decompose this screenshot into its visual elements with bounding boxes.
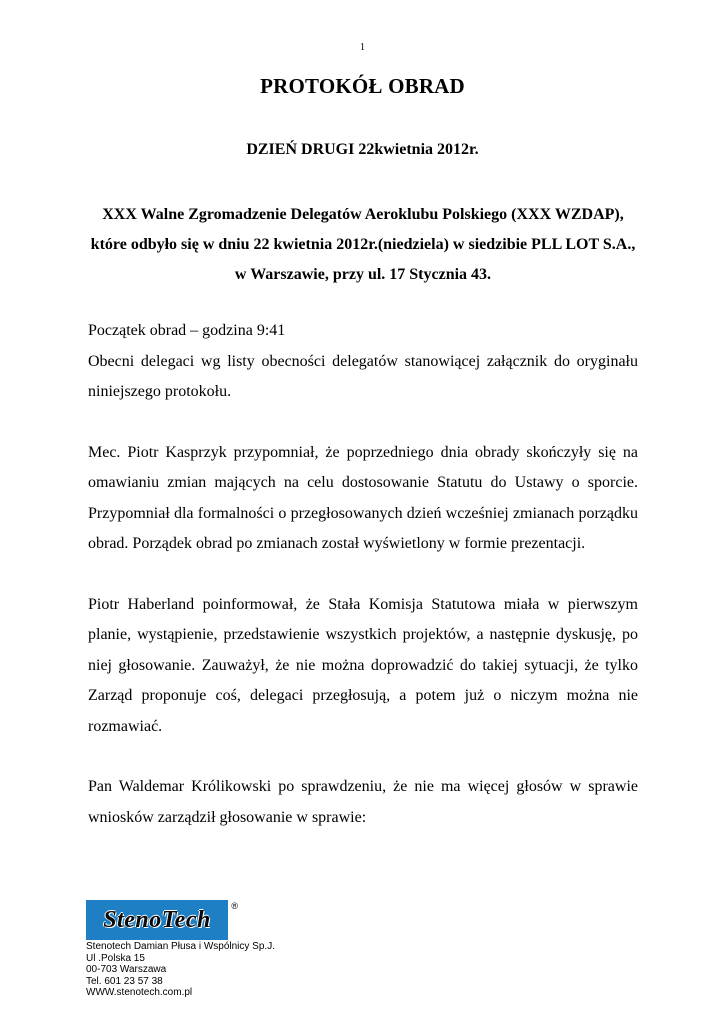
registered-mark: ® — [231, 901, 238, 911]
meeting-intro: XXX Walne Zgromadzenie Delegatów Aeroklubu Polskiego (XXX WZDAP), które odbyło się w dniu 22 kwietnia 2012r.(niedziela) w siedzibie PLL LOT S.A., w Warszawie, przy ul. 17 Stycznia 43. — [90, 206, 636, 283]
document-body — [88, 316, 638, 833]
document-title: PROTOKÓŁ OBRAD — [260, 74, 465, 98]
footer-street: Ul .Polska 15 — [86, 952, 145, 964]
paragraph-kasprzyk: Mec. Piotr Kasprzyk przypomniał, że poprzedniego dnia obrady skończyły się na omawianiu zmian mających na celu dostosowanie Statutu do Ustawy o sporcie. Przypomniał dla formalności o przegłosowanych dzień wcześniej zmianach porządku obrad. Porządek obrad po zmianach został wyświetlony w formie prezentacji. — [88, 443, 638, 552]
paragraph-attendance: Obecni delegaci wg listy obecności delegatów stanowiącej załącznik do oryginału niniejszego protokołu. — [88, 352, 638, 400]
paragraph-krolikowski: Pan Waldemar Królikowski po sprawdzeniu, że nie ma więcej głosów w sprawie wniosków zarządził głosowanie w sprawie: — [88, 778, 638, 826]
stenotech-logo — [86, 900, 238, 940]
footer-address — [86, 941, 275, 999]
footer — [86, 900, 275, 999]
page-number: 1 — [360, 42, 365, 53]
footer-city: 00-703 Warszawa — [86, 964, 167, 975]
paragraph-haberland: Piotr Haberland poinformował, że Stała Komisja Statutowa miała w pierwszym planie, wystąpienie, przedstawienie wszystkich projektów, a następnie dyskusję, po niej głosowanie. Zauważył, że nie można doprowadzić do takiej sytuacji, że tylko Zarząd proponuje coś, delegaci przegłosują, a potem już o niczym można nie rozmawiać. — [88, 595, 638, 735]
footer-company: Stenotech Damian Płusa i Wspólnicy Sp.J. — [86, 941, 275, 952]
document-subtitle: DZIEŃ DRUGI 22kwietnia 2012r. — [246, 141, 479, 158]
footer-phone: Tel. 601 23 57 38 — [86, 975, 163, 987]
logo-text: StenoTech — [103, 906, 211, 933]
footer-website: WWW.stenotech.com.pl — [86, 987, 193, 998]
paragraph-start-time: Początek obrad – godzina 9:41 — [88, 322, 286, 339]
